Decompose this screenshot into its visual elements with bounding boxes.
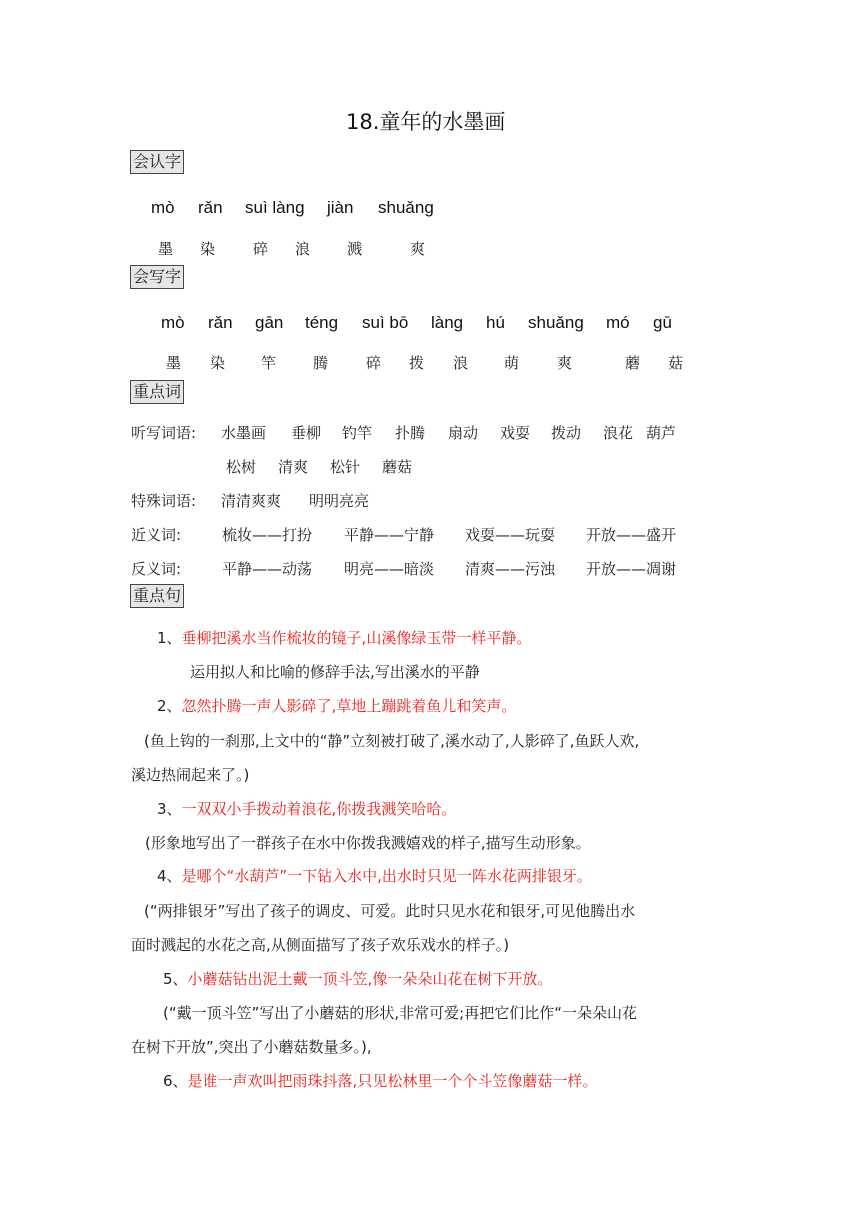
pinyin: téng: [305, 313, 339, 332]
sentence-text: 忽然扑腾一声人影碎了,草地上蹦跳着鱼儿和笑声。: [181, 697, 517, 715]
word-pair: 开放——盛开: [586, 526, 677, 544]
special-label: 特殊词语:: [131, 492, 197, 510]
word-pair: 开放——凋谢: [586, 560, 677, 578]
sentence-5-note-cont: 在树下开放”,突出了小蘑菇数量多。),: [131, 1038, 372, 1056]
word: 蘑菇: [382, 458, 413, 476]
sentence-number: 5、: [163, 970, 188, 988]
section-label-write: 会写字: [130, 265, 184, 289]
sentence-4-note: (“两排银牙”写出了孩子的调皮、可爱。此时只见水花和银牙,可见他腾出水: [144, 902, 636, 920]
page-title: 18.童年的水墨画: [346, 110, 506, 134]
hanzi: 蘑: [625, 354, 641, 372]
sentence-1-note: 运用拟人和比喻的修辞手法,写出溪水的平静: [190, 663, 480, 681]
sentence-4-note-cont: 面时溅起的水花之高,从侧面描写了孩子欢乐戏水的样子。): [131, 936, 510, 954]
dictation-label: 听写词语:: [131, 424, 197, 442]
pinyin: suì bō: [362, 313, 409, 332]
sentence-3: [157, 798, 456, 819]
pinyin: mò: [151, 198, 175, 217]
hanzi: 溅: [347, 240, 363, 258]
section-label-keysentences: 重点句: [130, 584, 184, 608]
synonym-label: 近义词:: [131, 526, 182, 544]
sentence-4: [157, 865, 592, 886]
sentence-text: 一双双小手拨动着浪花,你拨我溅笑哈哈。: [181, 800, 457, 818]
pinyin: làng: [431, 313, 464, 332]
sentence-text: 垂柳把溪水当作梳妆的镜子,山溪像绿玉带一样平静。: [181, 629, 532, 647]
sentence-5: [163, 968, 552, 989]
hanzi: 竿: [261, 354, 277, 372]
sentence-number: 2、: [157, 697, 182, 715]
hanzi: 爽: [410, 240, 426, 258]
hanzi: 拨: [409, 354, 425, 372]
hanzi: 墨: [166, 354, 182, 372]
pinyin: gū: [653, 313, 672, 332]
sentence-2: [157, 695, 516, 716]
sentence-text: 是哪个“水葫芦”一下钻入水中,出水时只见一阵水花两排银牙。: [181, 867, 592, 885]
pinyin: suì làng: [245, 198, 305, 217]
pinyin: shuǎng: [378, 198, 434, 217]
word: 扇动: [448, 424, 479, 442]
sentence-number: 6、: [163, 1072, 188, 1090]
hanzi: 碎: [366, 354, 382, 372]
hanzi: 浪: [295, 240, 311, 258]
hanzi: 染: [200, 240, 216, 258]
sentence-text: 是谁一声欢叫把雨珠抖落,只见松林里一个个斗笠像蘑菇一样。: [187, 1072, 598, 1090]
word: 浪花: [603, 424, 634, 442]
antonym-label: 反义词:: [131, 560, 182, 578]
word: 松针: [330, 458, 361, 476]
word: 明明亮亮: [309, 492, 370, 510]
word: 戏耍: [500, 424, 531, 442]
hanzi: 碎: [253, 240, 269, 258]
pinyin: hú: [486, 313, 505, 332]
word-pair: 戏耍——玩耍: [465, 526, 556, 544]
word: 葫芦: [646, 424, 677, 442]
sentence-5-note: (“戴一顶斗笠”写出了小蘑菇的形状,非常可爱;再把它们比作“一朵朵山花: [163, 1004, 637, 1022]
word-pair: 平静——动荡: [222, 560, 313, 578]
hanzi: 菇: [668, 354, 684, 372]
word: 清爽: [278, 458, 309, 476]
hanzi: 浪: [453, 354, 469, 372]
sentence-number: 4、: [157, 867, 182, 885]
word: 清清爽爽: [221, 492, 282, 510]
pinyin: mó: [606, 313, 630, 332]
sentence-number: 3、: [157, 800, 182, 818]
sentence-1: [157, 627, 531, 648]
hanzi: 墨: [158, 240, 174, 258]
word-pair: 清爽——污浊: [465, 560, 556, 578]
sentence-2-note-cont: 溪边热闹起来了。): [131, 766, 250, 784]
sentence-text: 小蘑菇钻出泥土戴一顶斗笠,像一朵朵山花在树下开放。: [187, 970, 553, 988]
word: 扑腾: [395, 424, 426, 442]
sentence-3-note: (形象地写出了一群孩子在水中你拨我溅嬉戏的样子,描写生动形象。: [145, 834, 591, 852]
word: 垂柳: [291, 424, 322, 442]
sentence-number: 1、: [157, 629, 182, 647]
word: 拨动: [551, 424, 582, 442]
pinyin: rǎn: [208, 313, 233, 332]
sentence-2-note: (鱼上钩的一刹那,上文中的“静”立刻被打破了,溪水动了,人影碎了,鱼跃人欢,: [144, 732, 640, 750]
pinyin: shuǎng: [528, 313, 584, 332]
sentence-6: [163, 1070, 597, 1091]
hanzi: 萌: [504, 354, 520, 372]
hanzi: 染: [210, 354, 226, 372]
pinyin: jiàn: [327, 198, 354, 217]
word-pair: 梳妆——打扮: [222, 526, 313, 544]
pinyin: gān: [255, 313, 284, 332]
pinyin: mò: [161, 313, 185, 332]
hanzi: 爽: [557, 354, 573, 372]
word: 松树: [226, 458, 257, 476]
pinyin: rǎn: [198, 198, 223, 217]
section-label-keywords: 重点词: [130, 380, 184, 404]
hanzi: 腾: [313, 354, 329, 372]
word-pair: 平静——宁静: [344, 526, 435, 544]
section-label-recognize: 会认字: [130, 150, 184, 174]
word-pair: 明亮——暗淡: [344, 560, 435, 578]
word: 水墨画: [221, 424, 267, 442]
word: 钓竿: [342, 424, 373, 442]
